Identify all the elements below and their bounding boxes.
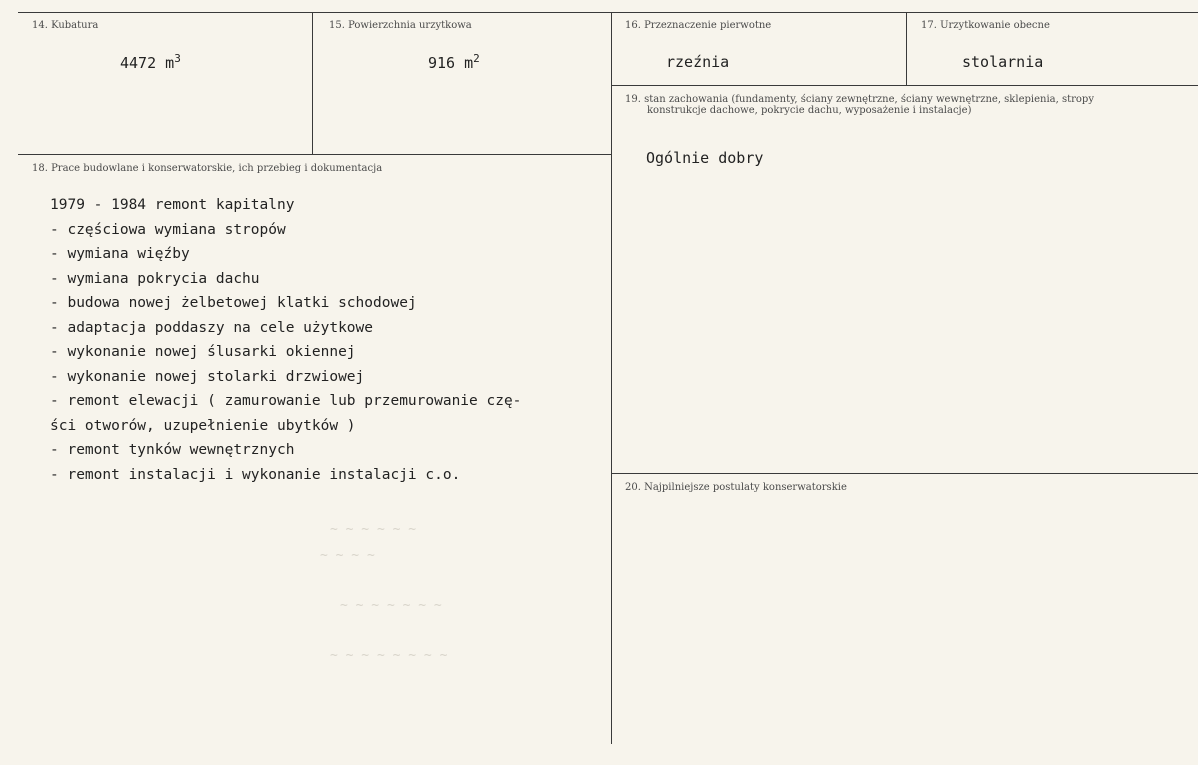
works-line: - budowa nowej żelbetowej klatki schodowej xyxy=(50,295,417,311)
works-list xyxy=(50,193,521,487)
works-line: - remont instalacji i wykonanie instalacji c.o. xyxy=(50,466,461,483)
powierzchnia-number: 916 m xyxy=(428,54,474,72)
field-16-label: 16. Przeznaczenie pierwotne xyxy=(625,20,772,31)
field-16-value: rzeźnia xyxy=(666,53,730,71)
bottom-border-19 xyxy=(612,473,1198,474)
works-line: ści otworów, uzupełnienie ubytków ) xyxy=(50,417,356,434)
works-line: - wykonanie nowej ślusarki okiennej xyxy=(50,344,356,360)
top-border xyxy=(18,12,1198,13)
works-line: - adaptacja poddaszy na cele użytkowe xyxy=(50,319,374,336)
bleed-through-mark: ~ ~ ~ ~ xyxy=(320,548,375,563)
works-line: - remont elewacji ( zamurowanie lub przemurowanie czę- xyxy=(50,393,522,409)
field-19-label-line2: konstrukcje dachowe, pokrycie dachu, wyposażenie i instalacje) xyxy=(647,105,972,116)
powierzchnia-exponent: 2 xyxy=(473,52,480,65)
field-14-label: 14. Kubatura xyxy=(32,20,99,31)
kubatura-exponent: 3 xyxy=(174,52,181,65)
works-line: - częściowa wymiana stropów xyxy=(50,221,286,238)
bleed-through-mark: ~ ~ ~ ~ ~ ~ xyxy=(330,522,417,537)
divider-16-17 xyxy=(906,12,907,85)
field-15-label: 15. Powierzchnia urzytkowa xyxy=(329,20,472,31)
bleed-through-mark: ~ ~ ~ ~ ~ ~ ~ xyxy=(340,598,442,613)
works-line: 1979 - 1984 remont kapitalny xyxy=(50,197,295,213)
divider-14-15 xyxy=(312,12,313,154)
works-line: - wymiana więźby xyxy=(50,246,190,262)
works-line: - wykonanie nowej stolarki drzwiowej xyxy=(50,368,365,385)
works-line: - remont tynków wewnętrznych xyxy=(50,442,295,458)
field-17-label: 17. Urzytkowanie obecne xyxy=(921,20,1050,31)
field-18-label: 18. Prace budowlane i konserwatorskie, ich przebieg i dokumentacja xyxy=(32,163,383,174)
bottom-border-14-15 xyxy=(18,154,612,155)
field-14-value xyxy=(120,52,181,72)
field-20-label: 20. Najpilniejsze postulaty konserwatorskie xyxy=(625,482,847,493)
field-19-label-line1: 19. stan zachowania (fundamenty, ściany zewnętrzne, ściany wewnętrzne, sklepienia, stropy xyxy=(625,94,1094,105)
bleed-through-mark: ~ ~ ~ ~ ~ ~ ~ ~ xyxy=(330,648,448,663)
divider-center xyxy=(611,12,612,744)
bottom-border-16-17 xyxy=(612,85,1198,86)
field-19-value: Ogólnie dobry xyxy=(646,149,764,167)
works-line: - wymiana pokrycia dachu xyxy=(50,270,260,287)
field-17-value: stolarnia xyxy=(962,53,1044,71)
kubatura-number: 4472 m xyxy=(120,54,175,72)
field-15-value xyxy=(428,52,480,72)
